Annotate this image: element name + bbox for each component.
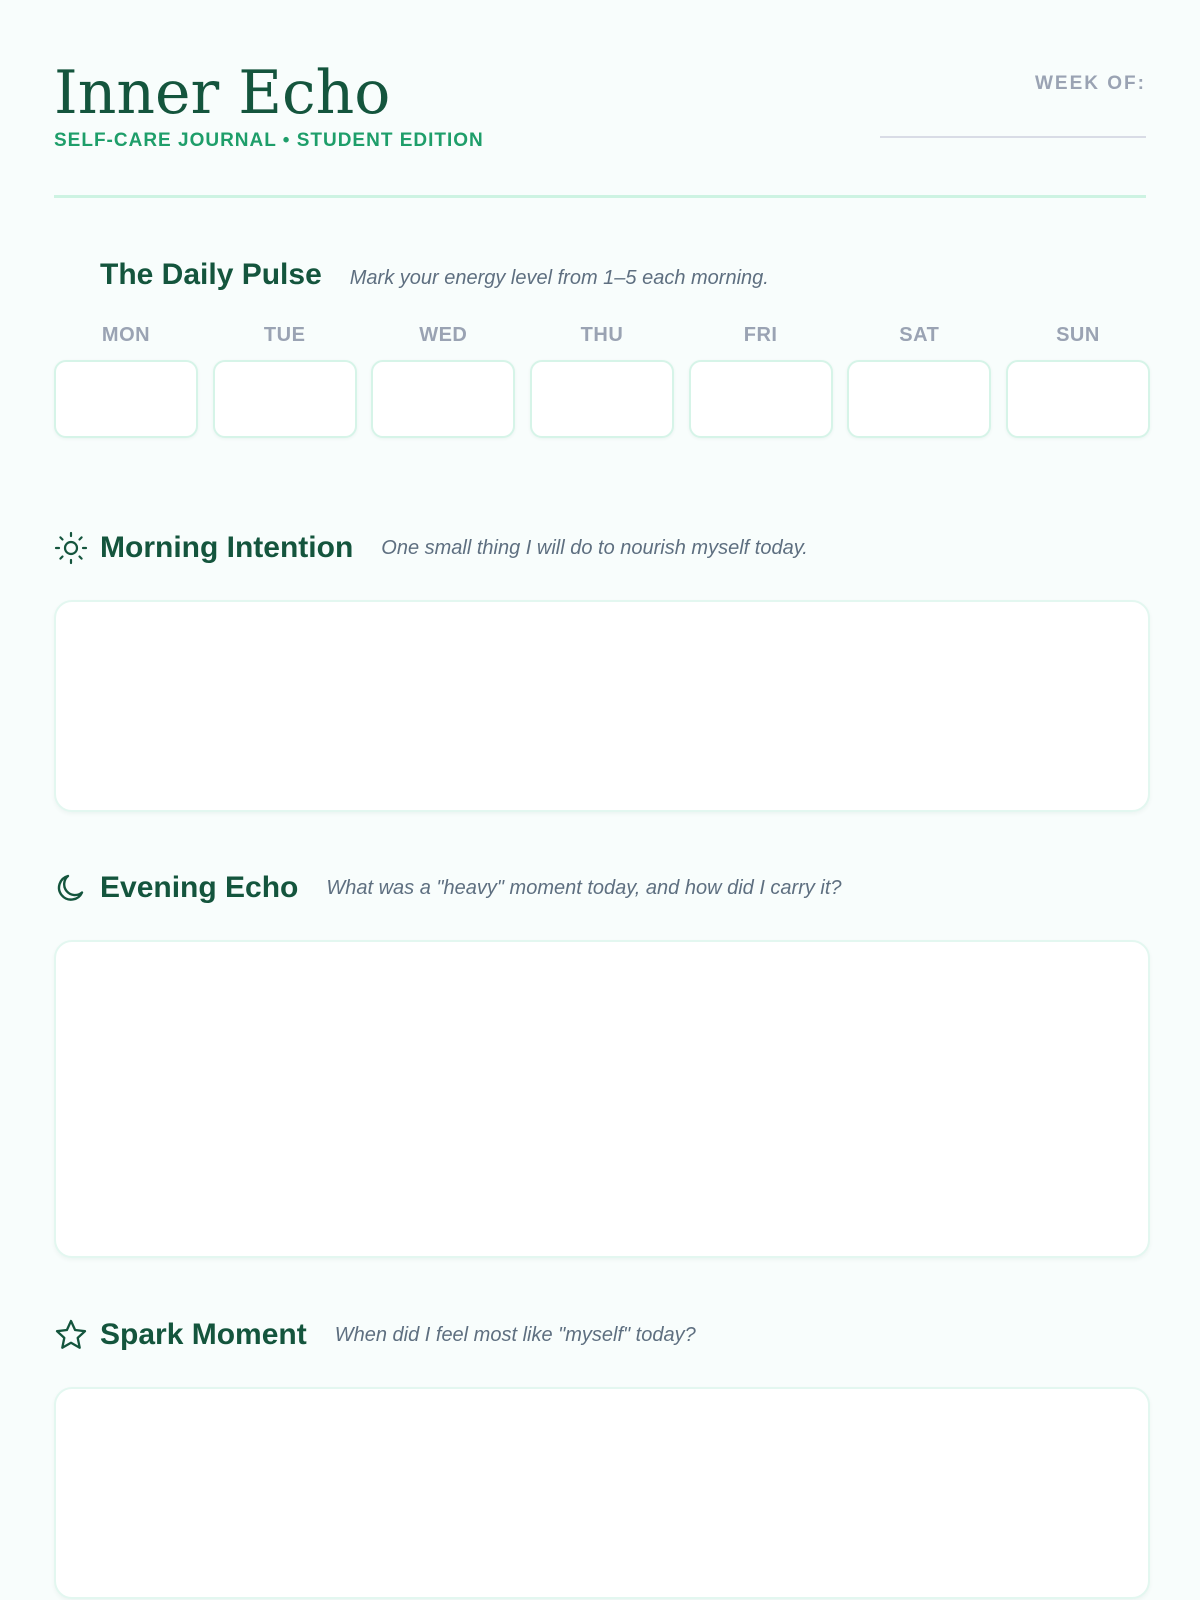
evening-echo-hint: What was a "heavy" moment today, and how did I carry it? [326, 876, 842, 899]
day-tue [213, 322, 357, 438]
day-sun [1006, 322, 1150, 438]
daily-pulse-hint: Mark your energy level from 1–5 each morning. [349, 267, 769, 289]
day-label: THU [580, 324, 624, 346]
journal-subtitle: SELF-CARE JOURNAL • STUDENT EDITION [54, 130, 484, 151]
day-sat [847, 322, 991, 438]
day-mon [54, 322, 198, 438]
morning-intention-hint: One small thing I will do to nourish myself today. [381, 536, 808, 559]
day-label: TUE [263, 324, 306, 346]
evening-echo-heading [54, 871, 842, 905]
morning-intention-title: Morning Intention [100, 531, 354, 564]
day-energy-box[interactable] [530, 360, 674, 438]
moon-icon [54, 871, 88, 905]
day-label: MON [101, 324, 151, 346]
day-fri [689, 322, 833, 438]
day-label: SUN [1056, 324, 1100, 346]
sun-icon [54, 531, 88, 565]
day-grid [54, 322, 1150, 438]
spark-moment-title: Spark Moment [100, 1318, 307, 1351]
evening-echo-box[interactable] [54, 940, 1150, 1258]
week-of-label: WEEK OF: [1035, 73, 1146, 94]
week-of-field[interactable] [880, 136, 1146, 138]
day-energy-box[interactable] [689, 360, 833, 438]
journal-header [54, 0, 1146, 198]
day-label: WED [419, 324, 468, 346]
day-energy-box[interactable] [1006, 360, 1150, 438]
day-label: FRI [743, 324, 778, 346]
day-energy-box[interactable] [847, 360, 991, 438]
star-icon [54, 1318, 88, 1352]
spark-moment-box[interactable] [54, 1387, 1150, 1599]
spark-moment-hint: When did I feel most like "myself" today? [334, 1323, 696, 1346]
morning-intention-heading [54, 531, 808, 565]
day-energy-box[interactable] [371, 360, 515, 438]
journal-title: Inner Echo [54, 58, 391, 128]
day-energy-box[interactable] [54, 360, 198, 438]
spark-moment-heading [54, 1318, 696, 1352]
morning-intention-box[interactable] [54, 600, 1150, 812]
evening-echo-title: Evening Echo [100, 871, 299, 904]
daily-pulse-title: The Daily Pulse [100, 258, 322, 291]
day-wed [371, 322, 515, 438]
day-energy-box[interactable] [213, 360, 357, 438]
daily-pulse-heading [100, 258, 769, 292]
day-label: SAT [899, 324, 940, 346]
day-thu [530, 322, 674, 438]
